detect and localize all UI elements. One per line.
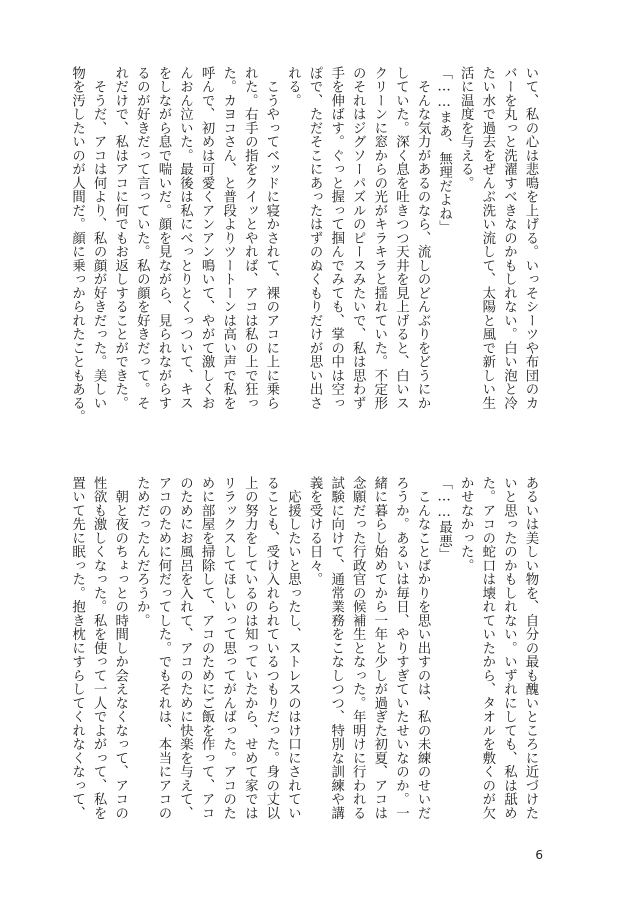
text-line: いて、私の心は悲鳴を上げる。いっそシーツや布団のカ xyxy=(523,66,538,410)
text-line: 性欲も激しくなった。私を使って一人でよがって、私を xyxy=(91,476,107,820)
text-line: のためにお風呂を入れて、アコのために快楽を与えて、 xyxy=(177,476,193,820)
text-line: んおん泣いた。最後は私にべっとりとくっついて、キス xyxy=(177,66,193,410)
text-line: ためだったんだろうか。 xyxy=(134,476,150,628)
text-line: た。カヨコさん、と普段よりツートーンは高い声で私を xyxy=(220,66,236,410)
text-line: 置いて先に眠った。抱き枕にすらしてくれなくなって、 xyxy=(69,476,85,820)
lower-text-block xyxy=(69,476,541,852)
text-line: 「……まあ、無理だよね」 xyxy=(436,66,452,235)
text-line: バーを丸っと洗濯すべきなのかもしれない。白い泡と冷 xyxy=(501,66,517,410)
text-line: 活に温度を与える。 xyxy=(458,66,474,190)
text-line: 義を受ける日々。 xyxy=(307,476,323,586)
text-line: ぽで、ただそこにあったはずのぬくもりだけが思い出さ xyxy=(307,66,323,410)
text-line: こんなことばかりを思い出すのは、私の未練のせいだ xyxy=(415,476,431,820)
text-line: こうやってベッドに寝かされて、裸のアコに上に乗ら xyxy=(263,66,279,410)
text-line: るのが好きだって言っていた。私の顔を好きだって。そ xyxy=(134,66,150,410)
text-line: 試験に向けて、通常業務をこなしつつ、特別な訓練や講 xyxy=(328,476,344,820)
text-line: 緒に暮らし始めてから一年と少しが過ぎた初夏、アコは xyxy=(371,476,387,820)
text-line: をしながら息で喘いだ。顔を見ながら、見られながらす xyxy=(155,66,171,410)
text-line: 朝と夜のちょっとの時間しか会えなくなって、アコの xyxy=(112,476,128,820)
text-line: ることも、受け入れられているつもりだった。身の丈以 xyxy=(263,476,279,820)
text-line: 応援したいと思ったし、ストレスのはけ口にされてい xyxy=(285,476,301,820)
text-line: 手を伸ばす。ぐっと握って掴んでみても、掌の中は空っ xyxy=(328,66,344,410)
text-line: た。アコの蛇口は壊れていたから、タオルを敷くのが欠 xyxy=(479,476,495,820)
text-line: れる。 xyxy=(285,66,301,108)
text-line: 「……最悪」 xyxy=(436,476,452,562)
text-line: そんな気力があるのなら、流しのどんぶりをどうにか xyxy=(415,66,431,410)
upper-text-block xyxy=(69,66,541,436)
text-line: れた。右手の指をクイッとやれば、アコは私の上で狂っ xyxy=(242,66,258,410)
text-line: いと思ったのかもしれない。いずれにしても、私は舐め xyxy=(501,476,517,820)
text-line: めに部屋を掃除して、アコのためにご飯を作って、アコ xyxy=(199,476,215,820)
text-line: あるいは美しい物を、自分の最も醜いところに近づけた xyxy=(523,476,538,820)
text-line: 上の努力をしているのは知っていたから、せめて家では xyxy=(242,476,258,820)
text-line: かせなかった。 xyxy=(458,476,474,573)
text-line: ろうか。あるいは毎日、やりすぎていたせいなのか。一 xyxy=(393,476,409,820)
text-line: そうだ、アコは何より、私の顔が好きだった。美しい xyxy=(91,66,107,410)
text-line: 念願だった行政官の候補生となった。年明けに行われる xyxy=(350,476,366,820)
page-number: 6 xyxy=(535,848,543,862)
text-line: アコのために何だってした。でもそれは、本当にアコの xyxy=(155,476,171,820)
text-line: れだけで、私はアコに何でもお返しすることができた。 xyxy=(112,66,128,410)
text-line: していた。深く息を吐きつつ天井を見上げると、白いス xyxy=(393,66,409,410)
text-line: 物を汚したいのが人間だ。顔に乗っかられたこともある。 xyxy=(69,66,85,424)
text-line: のそれはジグソーパズルのピースみたいで、私は思わず xyxy=(350,66,366,410)
text-line: クリーンに窓からの光がキラキラと揺れていた。不定形 xyxy=(371,66,387,410)
text-line: 呼んで、初めは可愛くアンアン鳴いて、やがて激しくお xyxy=(199,66,215,410)
text-line: たい水で過去をぜんぶ洗い流して、太陽と風で新しい生 xyxy=(479,66,495,410)
text-line: リラックスしてほしいって思ってがんばった。アコのた xyxy=(220,476,236,820)
